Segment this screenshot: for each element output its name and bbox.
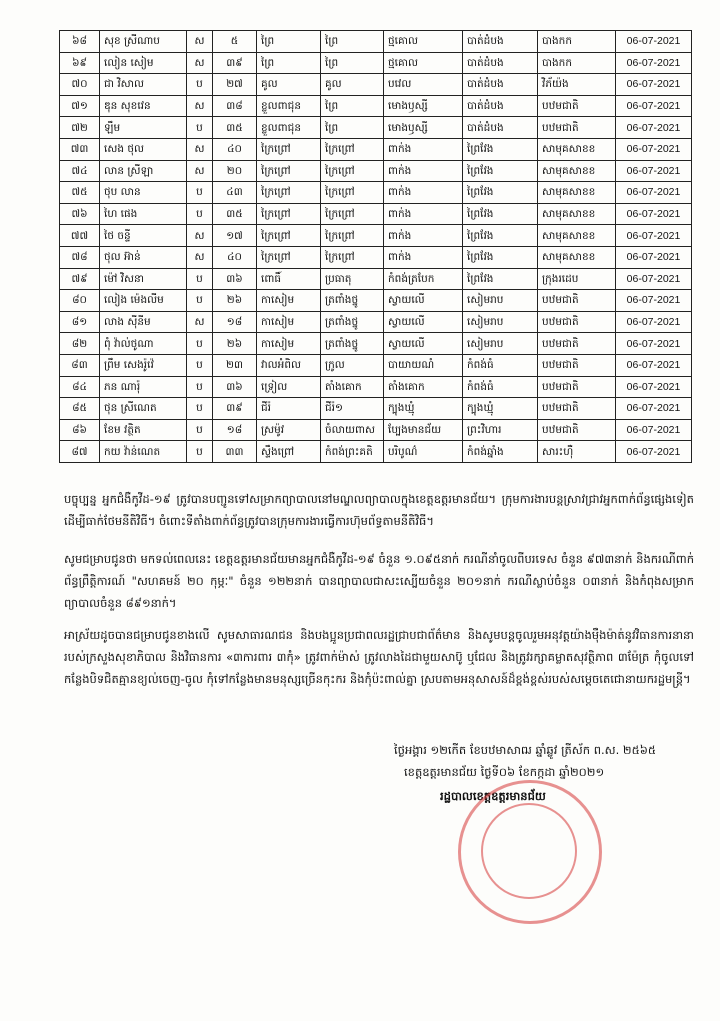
- cell-number: ៨៦: [60, 419, 100, 441]
- cell-district: ក្បុងឃ្មុំ: [384, 398, 463, 420]
- cell-village: ក្រៃព្រៅ: [257, 225, 321, 247]
- table-row: [60, 290, 692, 312]
- cell-village: ក្រៃព្រៅ: [257, 138, 321, 160]
- cell-province: កំពង់ធំ: [463, 376, 538, 398]
- cell-province: កំពង់ធំ: [463, 354, 538, 376]
- official-seal-inner-ring: [481, 803, 577, 899]
- cell-province: ព្រៃវែង: [463, 160, 538, 182]
- table-row: [60, 117, 692, 139]
- cell-name: ថុប លាន: [100, 182, 187, 204]
- cell-number: ៧១: [60, 95, 100, 117]
- cell-category: ក្រុងរដេប: [538, 268, 616, 290]
- cell-date: 06-07-2021: [616, 268, 692, 290]
- cell-sex: ប: [187, 419, 213, 441]
- cell-name: ឡឹម: [100, 117, 187, 139]
- cell-age: ២៣: [213, 354, 257, 376]
- cell-province: ព្រៃវែង: [463, 182, 538, 204]
- cell-village: កាសៀម: [257, 290, 321, 312]
- cell-province: បាត់ដំបង: [463, 74, 538, 96]
- cell-district: ថ្មគោល: [384, 52, 463, 74]
- paragraph-recommendations: អាស្រ័យដូចបានជម្រាបជូនខាងលើ សូមសាធារណជន និងបងប្អូនប្រជាពលរដ្ឋជ្រាបជាព័ត៌មាន និងសូមបន្តចូលរួមអនុវត្តយ៉ាងម៉ឺងម៉ាត់នូវវិធានការនានារបស់ក្រសួងសុខាភិបាល និងវិធានការ «៣ការពារ ៣កុំ» ត្រូវពាក់ម៉ាស់ ត្រូវលាងដៃជាមួយសាប៊ូ ឬជែល និងត្រូវរក្សាគម្លាតសុវត្ថិភាព ៣ម៉ែត្រ កុំចូលទៅកន្លែងបិទជិតគ្មានខ្យល់ចេញ-ចូល កុំទៅកន្លែងមានមនុស្សច្រើនកុះករ និងកុំប៉ះពាល់គ្នា ស្របតាមអនុសាសន៍ដ៏ខ្ពង់ខ្ពស់របស់សម្តេចតេជោនាយករដ្ឋមន្ត្រី។: [64, 628, 694, 686]
- cell-district: បាយាយណំ: [384, 354, 463, 376]
- cell-date: 06-07-2021: [616, 117, 692, 139]
- cell-commune: ត្រពាំងថ្នូ: [321, 333, 384, 355]
- cell-village: ខ្លួលពាជុន: [257, 95, 321, 117]
- cell-village: វាលអំពិល: [257, 354, 321, 376]
- cell-village: ពោធិ៍: [257, 268, 321, 290]
- cell-category: សាមុគសាខខ: [538, 160, 616, 182]
- cell-district: មោងឫស្សី: [384, 95, 463, 117]
- cell-province: សៀមរាប: [463, 311, 538, 333]
- cell-sex: ស: [187, 95, 213, 117]
- cell-village: ក្រៃព្រៅ: [257, 203, 321, 225]
- table-row: [60, 182, 692, 204]
- cell-commune: ក្រៃព្រៅ: [321, 225, 384, 247]
- table-row: [60, 246, 692, 268]
- cell-commune: ត្រពាំងថ្នូ: [321, 290, 384, 312]
- cell-province: សៀមរាប: [463, 290, 538, 312]
- cell-age: ៣៥: [213, 203, 257, 225]
- cell-age: ២៦: [213, 333, 257, 355]
- cell-province: ព្រៃវែង: [463, 246, 538, 268]
- cell-date: 06-07-2021: [616, 311, 692, 333]
- cell-district: ស្វាយលើ: [384, 290, 463, 312]
- table-row: [60, 225, 692, 247]
- cell-date: 06-07-2021: [616, 290, 692, 312]
- cell-commune: ក្រៃព្រៅ: [321, 138, 384, 160]
- cell-category: បឋមជាតិ: [538, 376, 616, 398]
- case-table: [59, 30, 692, 463]
- cell-district: កំពង់ត្របែក: [384, 268, 463, 290]
- cell-age: ៣៦: [213, 376, 257, 398]
- cell-village: គូល: [257, 74, 321, 96]
- cell-date: 06-07-2021: [616, 354, 692, 376]
- cell-commune: ត្រពាំងថ្នូ: [321, 311, 384, 333]
- cell-number: ៧២: [60, 117, 100, 139]
- cell-sex: ប: [187, 376, 213, 398]
- cell-category: សារះហ៊ឺ: [538, 441, 616, 463]
- cell-district: ថ្មគោល: [384, 31, 463, 53]
- cell-commune: ប្រធាតុ: [321, 268, 384, 290]
- cell-sex: ប: [187, 182, 213, 204]
- cell-date: 06-07-2021: [616, 95, 692, 117]
- cell-sex: ប: [187, 268, 213, 290]
- cell-date: 06-07-2021: [616, 52, 692, 74]
- cell-sex: ស: [187, 246, 213, 268]
- cell-sex: ប: [187, 203, 213, 225]
- cell-age: ១៨: [213, 311, 257, 333]
- cell-number: ៨៤: [60, 376, 100, 398]
- cell-date: 06-07-2021: [616, 203, 692, 225]
- cell-category: បឋមជាតិ: [538, 354, 616, 376]
- signature-solar-date: ខេត្តឧត្តរមានជ័យ ថ្ងៃទី០៦ ខែកក្កដា ឆ្នាំ២០២១: [404, 765, 605, 779]
- cell-age: ៣៩: [213, 398, 257, 420]
- cell-name: សេង ថុល: [100, 138, 187, 160]
- cell-date: 06-07-2021: [616, 31, 692, 53]
- cell-district: តាំងគោក: [384, 376, 463, 398]
- cell-district: ពាក់ង: [384, 160, 463, 182]
- table-row: [60, 160, 692, 182]
- table-row: [60, 311, 692, 333]
- cell-commune: ព្រៃ: [321, 31, 384, 53]
- cell-village: ជីរ៉: [257, 398, 321, 420]
- cell-commune: កំពង់ព្រះគតិ: [321, 441, 384, 463]
- cell-age: ៤៣: [213, 182, 257, 204]
- cell-village: ស្រម៉ូវ: [257, 419, 321, 441]
- cell-category: បឋមជាតិ: [538, 398, 616, 420]
- table-row: [60, 333, 692, 355]
- cell-district: ស្វាយលើ: [384, 333, 463, 355]
- table-row: [60, 376, 692, 398]
- cell-age: ៣៣: [213, 441, 257, 463]
- cell-village: កាសៀម: [257, 333, 321, 355]
- table-row: [60, 52, 692, 74]
- cell-number: ៨១: [60, 311, 100, 333]
- cell-name: លាង ស៊ីនីម: [100, 311, 187, 333]
- paragraph-status: បច្ចុប្បន្ន អ្នកជំងឺកូវីដ-១៩ ត្រូវបានបញ្ជូនទៅសម្រាកព្យាបាលនៅមណ្ឌលព្យាបាលក្នុងខេត្តឧត្តរមានជ័យ។ ក្រុមការងារបន្តស្រាវជ្រាវអ្នកពាក់ព័ន្ធផ្សេងទៀតដើម្បីធាក់ថែមនីតិវិធី។ ចំពោះទីតាំងពាក់ព័ន្ធត្រូវបានក្រុមការងារធ្វើការហ៊ុមព័ទ្ធតាមនីតិវិធី។: [64, 492, 694, 528]
- cell-name: ហៃ ផេង: [100, 203, 187, 225]
- cell-name: ថៃ ចន្ទី: [100, 225, 187, 247]
- cell-category: បឋមជាតិ: [538, 290, 616, 312]
- cell-name: លាន ស្រីឡា: [100, 160, 187, 182]
- cell-sex: ប: [187, 290, 213, 312]
- cell-commune: តាំងគោក: [321, 376, 384, 398]
- cell-commune: ព្រៃ: [321, 95, 384, 117]
- cell-date: 06-07-2021: [616, 333, 692, 355]
- table-row: [60, 203, 692, 225]
- cell-category: សាមុគសាខខ: [538, 182, 616, 204]
- cell-village: ស្ទឹងព្រៅ: [257, 441, 321, 463]
- cell-sex: ស: [187, 160, 213, 182]
- cell-number: ៧៣: [60, 138, 100, 160]
- cell-age: ៣៨: [213, 95, 257, 117]
- cell-date: 06-07-2021: [616, 441, 692, 463]
- cell-date: 06-07-2021: [616, 225, 692, 247]
- cell-village: ព្រៃ: [257, 52, 321, 74]
- cell-date: 06-07-2021: [616, 398, 692, 420]
- cell-date: 06-07-2021: [616, 376, 692, 398]
- cell-date: 06-07-2021: [616, 74, 692, 96]
- cell-province: ព្រៃវែង: [463, 203, 538, 225]
- cell-age: ១៨: [213, 419, 257, 441]
- cell-number: ៧៤: [60, 160, 100, 182]
- cell-commune: ព្រៃ: [321, 117, 384, 139]
- cell-sex: ស: [187, 52, 213, 74]
- cell-name: ជា វិសាល: [100, 74, 187, 96]
- cell-province: ព្រៃវែង: [463, 225, 538, 247]
- cell-village: កាសៀម: [257, 311, 321, 333]
- cell-age: ៤០: [213, 138, 257, 160]
- table-row: [60, 95, 692, 117]
- cell-age: ៣៩: [213, 52, 257, 74]
- table-row: [60, 138, 692, 160]
- cell-province: បាត់ដំបង: [463, 52, 538, 74]
- cell-category: បឋមជាតិ: [538, 333, 616, 355]
- cell-number: ៧០: [60, 74, 100, 96]
- cell-commune: ក្រៃព្រៅ: [321, 182, 384, 204]
- cell-age: ២០: [213, 160, 257, 182]
- cell-number: ៧៩: [60, 268, 100, 290]
- cell-commune: ជីរ៉១: [321, 398, 384, 420]
- cell-number: ៨៣: [60, 354, 100, 376]
- cell-province: បាត់ដំបង: [463, 95, 538, 117]
- cell-name: កយ វ៉ាន់ណេត: [100, 441, 187, 463]
- case-table-container: [59, 30, 691, 463]
- cell-sex: ស: [187, 138, 213, 160]
- cell-date: 06-07-2021: [616, 246, 692, 268]
- cell-village: ក្រៃព្រៅ: [257, 182, 321, 204]
- cell-district: ប្បែងមានជ័យ: [384, 419, 463, 441]
- cell-number: ៨០: [60, 290, 100, 312]
- cell-village: ខ្លួលពាជុន: [257, 117, 321, 139]
- cell-date: 06-07-2021: [616, 160, 692, 182]
- cell-village: ក្រៃព្រៅ: [257, 246, 321, 268]
- cell-village: ព្រៃ: [257, 31, 321, 53]
- signature-authority: រដ្ឋបាលខេត្តឧត្តរមានជ័យ: [440, 789, 546, 803]
- cell-district: ពាក់ង: [384, 203, 463, 225]
- cell-number: ៧៧: [60, 225, 100, 247]
- table-row: [60, 31, 692, 53]
- cell-category: វិភ័យ៉ង: [538, 74, 616, 96]
- cell-category: បឋមជាតិ: [538, 117, 616, 139]
- cell-category: សាមុគសាខខ: [538, 203, 616, 225]
- cell-sex: ប: [187, 74, 213, 96]
- cell-district: ស្វាយលើ: [384, 311, 463, 333]
- cell-category: សាមុគសាខខ: [538, 246, 616, 268]
- cell-commune: ក្រៃព្រៅ: [321, 246, 384, 268]
- cell-district: ពាក់ង: [384, 138, 463, 160]
- cell-name: លៀង ម៉េងលីម: [100, 290, 187, 312]
- cell-number: ៧៥: [60, 182, 100, 204]
- cell-province: បាត់ដំបង: [463, 31, 538, 53]
- table-row: [60, 268, 692, 290]
- cell-district: ពាក់ង: [384, 246, 463, 268]
- cell-name: ភន ណារ៉ុ: [100, 376, 187, 398]
- cell-district: បរិបូណ៌: [384, 441, 463, 463]
- cell-province: បាត់ដំបង: [463, 117, 538, 139]
- cell-commune: ក្រូល: [321, 354, 384, 376]
- cell-name: ម៉ៅ វិសនា: [100, 268, 187, 290]
- cell-name: សុខ ស្រីណាប: [100, 31, 187, 53]
- cell-number: ៦៩: [60, 52, 100, 74]
- cell-district: ពាក់ង: [384, 225, 463, 247]
- cell-province: ព្រៃវែង: [463, 138, 538, 160]
- cell-village: ទ្រៀល: [257, 376, 321, 398]
- cell-district: បវេល: [384, 74, 463, 96]
- cell-name: លៀន សៀម: [100, 52, 187, 74]
- cell-province: ព្រះវិហារ: [463, 419, 538, 441]
- table-row: [60, 441, 692, 463]
- paragraph-statistics: សូមជម្រាបជូនថា មកទល់ពេលនេះ ខេត្តឧត្តរមានជ័យមានអ្នកជំងឺកូវីដ-១៩ ចំនួន ១.០៩៥នាក់ ករណីនាំចូលពីបរទេស ចំនួន ៩៧៣នាក់ និងករណីពាក់ព័ន្ធព្រឹត្តិការណ៍ "សហគមន៍ ២០ កុម្ភៈ" ចំនួន ១២២នាក់ បានព្យាបាលជាសះស្បើយចំនួន ២០១នាក់ ករណីស្លាប់ចំនួន ០៣នាក់ និងកំពុងសម្រាកព្យាបាលចំនួន ៨៩១នាក់។: [64, 552, 694, 610]
- cell-number: ៧៦: [60, 203, 100, 225]
- official-seal-stamp: [458, 780, 602, 924]
- cell-number: ៧៨: [60, 246, 100, 268]
- cell-province: សៀមរាប: [463, 333, 538, 355]
- cell-category: បាងកក: [538, 52, 616, 74]
- cell-sex: ប: [187, 333, 213, 355]
- cell-name: ខែម វត្ថិត: [100, 419, 187, 441]
- cell-commune: ចំលាយពាស: [321, 419, 384, 441]
- cell-sex: ប: [187, 398, 213, 420]
- cell-district: មោងឫស្សី: [384, 117, 463, 139]
- cell-district: ពាក់ង: [384, 182, 463, 204]
- cell-age: ៣៦: [213, 268, 257, 290]
- cell-category: បឋមជាតិ: [538, 311, 616, 333]
- cell-sex: ស: [187, 31, 213, 53]
- cell-category: បឋមជាតិ: [538, 95, 616, 117]
- cell-number: ៨៥: [60, 398, 100, 420]
- cell-sex: ស: [187, 225, 213, 247]
- cell-age: ២៦: [213, 290, 257, 312]
- cell-commune: ក្រៃព្រៅ: [321, 203, 384, 225]
- cell-age: ៤០: [213, 246, 257, 268]
- cell-category: សាមុគសាខខ: [538, 138, 616, 160]
- cell-village: ក្រៃព្រៅ: [257, 160, 321, 182]
- cell-number: ៨២: [60, 333, 100, 355]
- case-table-body: [60, 31, 692, 463]
- cell-commune: គូល: [321, 74, 384, 96]
- signature-lunar-date: ថ្ងៃអង្គារ ១២កើត ខែបឋមាសាឍ ឆ្នាំឆ្លូវ ត្រីស័ក ព.ស. ២៥៦៥: [394, 743, 657, 757]
- cell-province: ព្រៃវែង: [463, 268, 538, 290]
- cell-name: ព្រឹម សេងរ៉ូវ៉េ: [100, 354, 187, 376]
- cell-name: ថុល អ៊ាន់: [100, 246, 187, 268]
- cell-sex: ប: [187, 441, 213, 463]
- cell-category: បឋមជាតិ: [538, 419, 616, 441]
- cell-number: ៨៧: [60, 441, 100, 463]
- cell-age: ១៧: [213, 225, 257, 247]
- cell-commune: ព្រៃ: [321, 52, 384, 74]
- cell-age: ៣៥: [213, 117, 257, 139]
- cell-number: ៦៨: [60, 31, 100, 53]
- cell-category: បាងកក: [538, 31, 616, 53]
- cell-province: ក្បុងឃ្មុំ: [463, 398, 538, 420]
- cell-category: សាមុគសាខខ: [538, 225, 616, 247]
- cell-name: ឌុន សុខវេន: [100, 95, 187, 117]
- cell-age: ៥: [213, 31, 257, 53]
- cell-date: 06-07-2021: [616, 182, 692, 204]
- cell-sex: ប: [187, 354, 213, 376]
- table-row: [60, 74, 692, 96]
- cell-commune: ក្រៃព្រៅ: [321, 160, 384, 182]
- table-row: [60, 419, 692, 441]
- cell-sex: ស: [187, 311, 213, 333]
- cell-age: ២៧: [213, 74, 257, 96]
- cell-date: 06-07-2021: [616, 419, 692, 441]
- cell-name: ពុំ វ៉ាល់ថូណា: [100, 333, 187, 355]
- cell-date: 06-07-2021: [616, 138, 692, 160]
- cell-province: កំពង់ឆ្នាំង: [463, 441, 538, 463]
- cell-name: ថុន ស្រីណេត: [100, 398, 187, 420]
- cell-sex: ប: [187, 117, 213, 139]
- table-row: [60, 354, 692, 376]
- table-row: [60, 398, 692, 420]
